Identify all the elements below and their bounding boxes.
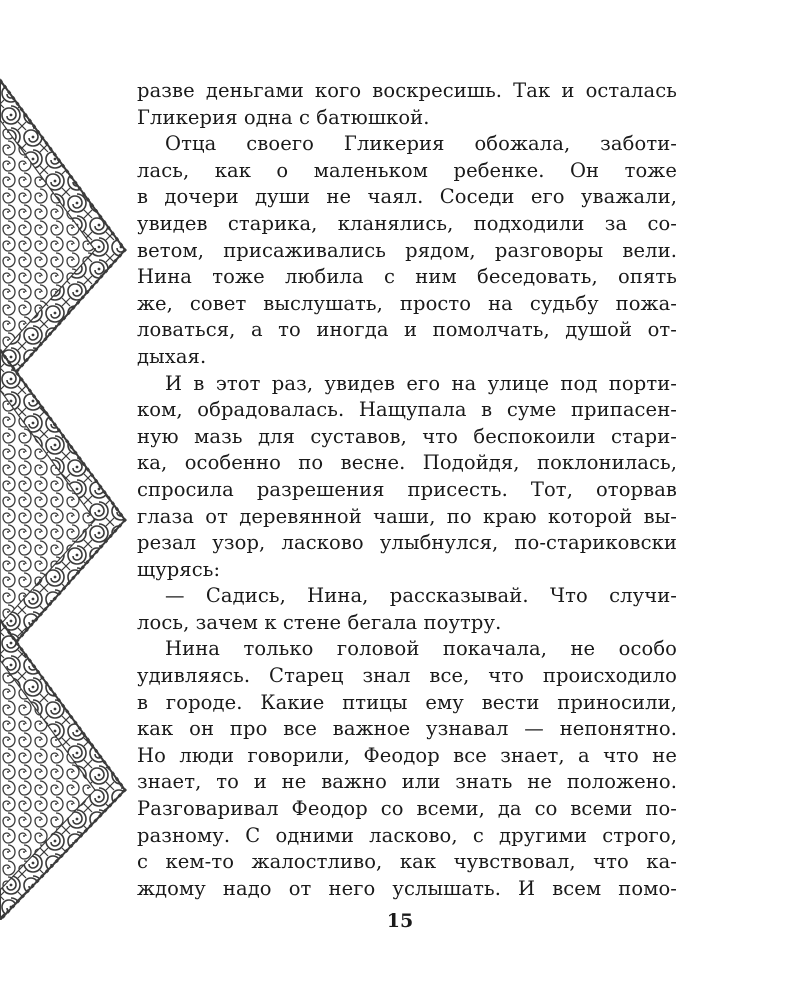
text-line: Но люди говорили, Феодор все знает, а что не (137, 743, 677, 767)
text-line: Разговаривал Феодор со всеми, да со всеми по- (137, 797, 677, 821)
text-line: удивляясь. Старец знал все, что происходило (137, 664, 677, 688)
text-line: лась, как о маленьком ребенке. Он тоже (137, 158, 677, 182)
ornament-lobe-top (0, 80, 125, 390)
text-line: И в этот раз, увидев его на улице под порти- (165, 371, 677, 395)
text-line: Отца своего Гликерия обожала, заботи- (165, 132, 677, 156)
page-number: 15 (386, 910, 414, 932)
text-line: спросила разрешения присесть. Тот, оторвав (137, 477, 677, 501)
text-line: увидев старика, кланялись, подходили за со- (137, 211, 677, 235)
text-line: в городе. Какие птицы ему вести приносили, (137, 690, 677, 714)
text-line: дыхая. (137, 344, 207, 368)
text-line: ждому надо от него услышать. И всем помо- (137, 876, 677, 900)
text-line: ка, особенно по весне. Подойдя, поклонилась, (137, 451, 677, 475)
text-line: щурясь: (137, 557, 221, 581)
text-line: ную мазь для суставов, что беспокоили стари- (137, 424, 677, 448)
text-line: разве деньгами кого воскресишь. Так и осталась (137, 79, 677, 102)
decorative-ornament-border (0, 60, 130, 920)
text-line: Нина только головой покачала, не особо (165, 637, 677, 661)
body-text (137, 78, 677, 902)
text-line: ком, обрадовалась. Нащупала в суме припасен- (137, 398, 677, 422)
text-line: Гликерия одна с батюшкой. (137, 105, 430, 129)
text-line: с кем-то жалостливо, как чувствовал, что ка- (137, 850, 677, 874)
text-line: глаза от деревянной чаши, по краю которой вы- (137, 504, 677, 528)
ornament-lobe-bottom (0, 620, 125, 920)
text-line: разному. С одними ласково, с другими строго, (137, 823, 677, 847)
ornament-lobe-middle (0, 350, 125, 660)
text-line: же, совет выслушать, просто на судьбу пожа- (137, 291, 677, 315)
text-line: ветом, присаживались рядом, разговоры вели. (137, 238, 677, 262)
text-line: резал узор, ласково улыбнулся, по-стариковски (137, 531, 677, 555)
text-line: ловаться, а то иногда и помолчать, душой от- (137, 318, 677, 342)
text-line: как он про все важное узнавал — непонятно. (137, 717, 677, 741)
text-line: знает, то и не важно или знать не положено. (137, 770, 677, 794)
text-line: в дочери души не чаял. Соседи его уважали, (137, 185, 677, 209)
text-line: — Садись, Нина, рассказывай. Что случи- (165, 584, 677, 608)
text-line: Нина тоже любила с ним беседовать, опять (137, 265, 677, 289)
text-line: лось, зачем к стене бегала поутру. (137, 610, 502, 634)
